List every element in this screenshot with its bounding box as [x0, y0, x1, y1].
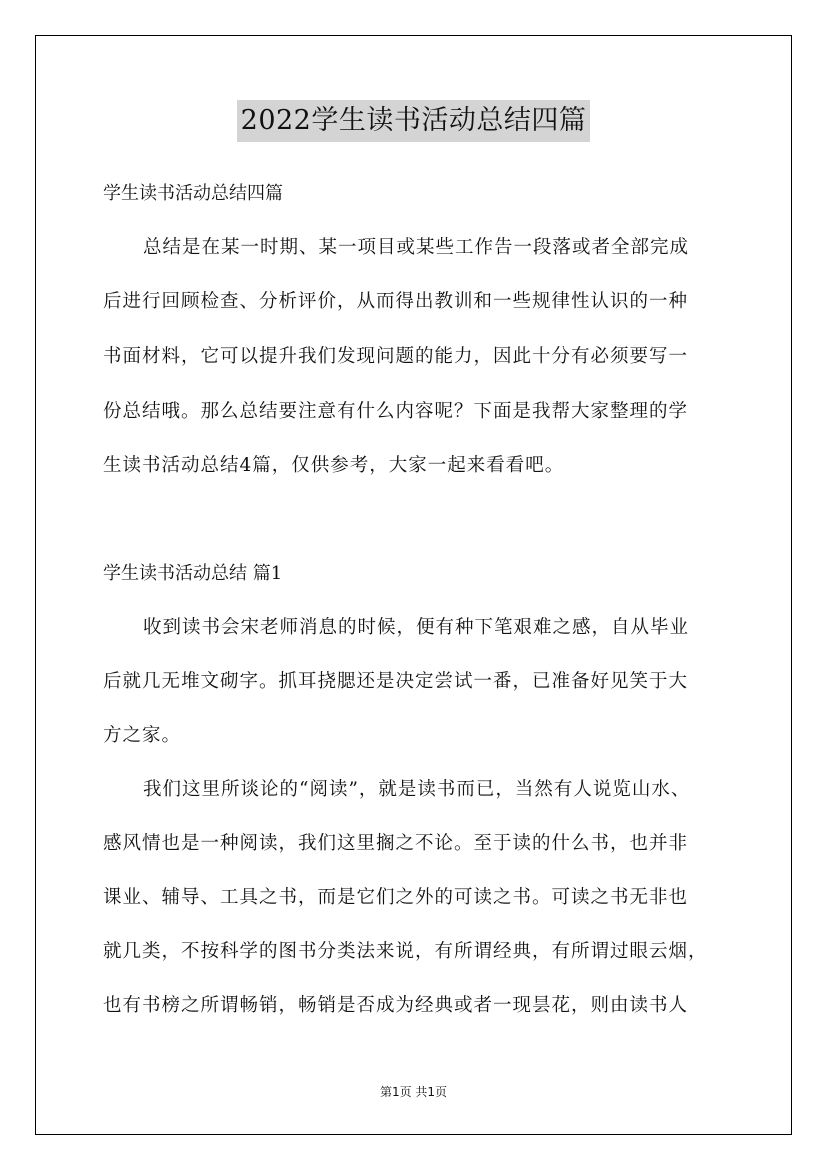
paragraph-line: 课业、辅导、工具之书，而是它们之外的可读之书。可读之书无非也: [103, 887, 689, 908]
paragraph-line: 方之家。: [103, 725, 182, 746]
paragraph-line: 也有书榜之所谓畅销，畅销是否成为经典或者一现昙花，则由读书人: [103, 995, 689, 1016]
document-subtitle: 学生读书活动总结四篇: [103, 183, 283, 204]
intro-line: 生读书活动总结4篇，仅供参考，大家一起来看看吧。: [103, 455, 565, 476]
section-heading: 学生读书活动总结 篇1: [103, 563, 283, 584]
paragraph-line: 后就几无堆文砌字。抓耳挠腮还是决定尝试一番，已准备好见笑于大: [103, 671, 689, 692]
paragraph-line: 感风情也是一种阅读，我们这里搁之不论。至于读的什么书，也并非: [103, 833, 689, 854]
paragraph-line: 我们这里所谈论的“阅读”，就是读书而已，当然有人说览山水、: [143, 779, 691, 800]
intro-line: 书面材料，它可以提升我们发现问题的能力，因此十分有必须要写一: [103, 346, 689, 367]
document-title: 2022学生读书活动总结四篇: [237, 100, 591, 142]
paragraph-line: 就几类，不按科学的图书分类法来说，有所谓经典，有所谓过眼云烟，: [103, 941, 708, 962]
title-container: [0, 100, 827, 142]
intro-line: 份总结哦。那么总结要注意有什么内容呢？下面是我帮大家整理的学: [103, 401, 689, 422]
intro-line: 总结是在某一时期、某一项目或某些工作告一段落或者全部完成: [143, 237, 690, 258]
intro-line: 后进行回顾检查、分析评价，从而得出教训和一些规律性认识的一种: [103, 291, 689, 312]
paragraph-line: 收到读书会宋老师消息的时候，便有种下笔艰难之感，自从毕业: [143, 617, 690, 638]
page-number-footer: 第1页 共1页: [379, 1085, 448, 1099]
